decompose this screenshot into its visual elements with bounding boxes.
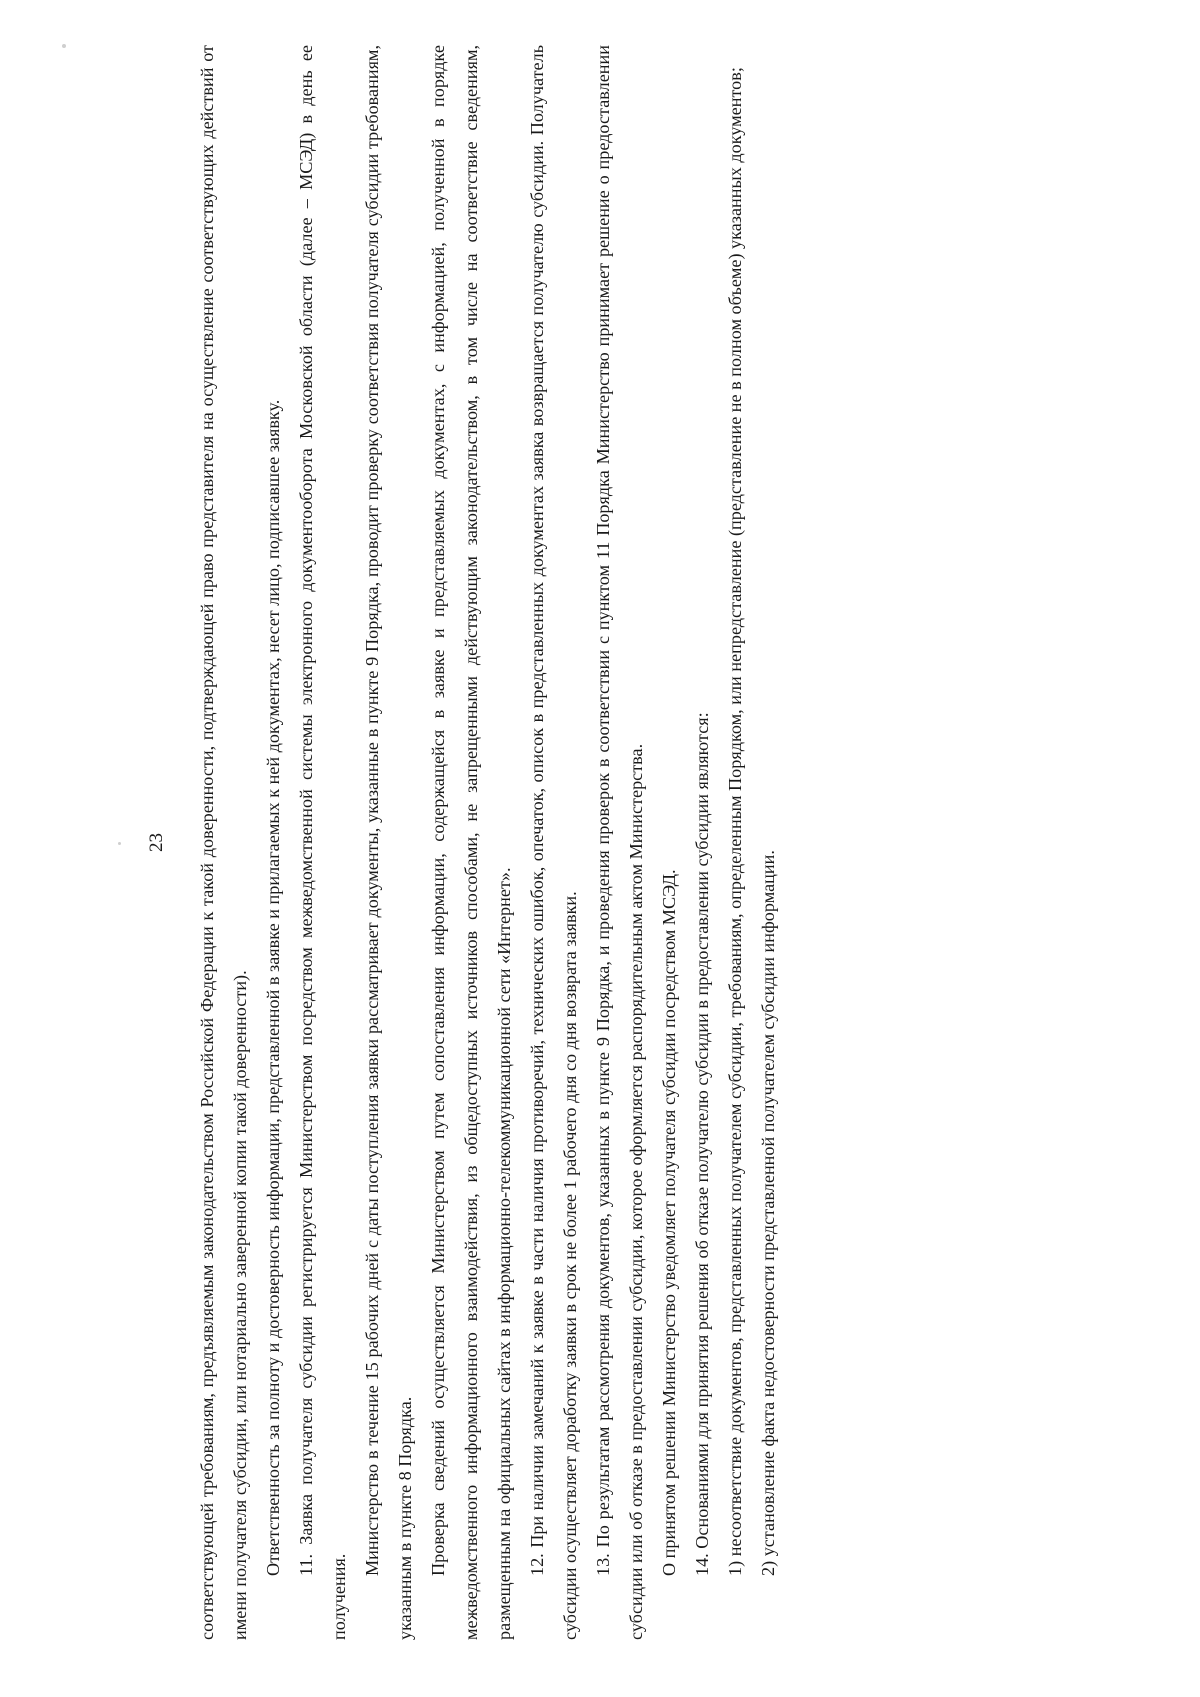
- paragraph-14-grounds: 14. Основаниями для принятия решения об отказе получателю субсидии в предоставлении субсидии являются:: [692, 712, 712, 1576]
- document-body: [191, 45, 785, 1640]
- paragraph-verification: Проверка сведений осуществляется Министерством путем сопоставления информации, содержащейся в заявке и представляемых документах, с информацией, полученной в порядке межведомственного информационного взаимодействия, из общедоступных источников способами, не запрещенными действующим законодательством, в том числе на соответствие сведениям, размещенным на официальных сайтах в информационно-телекоммуникационной сети «Интернет».: [428, 45, 514, 1640]
- paragraph-12-remarks: 12. При наличии замечаний к заявке в части наличия противоречий, технических ошибок, опечаток, описок в представленных документах заявка возвращается получателю субсидии. Получатель субсидии осуществляет доработку заявки в срок не более 1 рабочего дня со дня возврата заявки.: [527, 45, 580, 1640]
- paragraph-continuation: соответствующей требованиям, предъявляемым законодательством Российской Федерации к такой доверенности, подтверждающей право представителя на осуществление соответствующих действий от имени получателя субсидии, или нотариально заверенной копии такой доверенности).: [197, 45, 250, 1640]
- page-number: 23: [146, 833, 167, 852]
- list-item-1: 1) несоответствие документов, представленных получателем субсидии, требованиям, определенным Порядком, или непредставление (представление не в полном объеме) указанных документов;: [725, 67, 745, 1576]
- rotated-content: [145, 45, 1095, 1640]
- paragraph-11-registration: 11. Заявка получателя субсидии регистрируется Министерством посредством межведомственной системы электронного документооборота Московской области (далее – МСЭД) в день ее получения.: [296, 45, 349, 1640]
- list-item-2: 2) установление факта недостоверности представленной получателем субсидии информации.: [758, 850, 778, 1576]
- paragraph-notification: О принятом решении Министерство уведомляет получателя субсидии посредством МСЭД.: [659, 869, 679, 1576]
- scan-speck: [118, 842, 121, 845]
- paragraph-13-decision: 13. По результатам рассмотрения документов, указанных в пункте 9 Порядка, и проведения проверок в соответствии с пунктом 11 Порядка Министерство принимает решение о предоставлении субсидии или об отказе в предоставлении субсидии, которое оформляется распорядительным актом Министерства.: [593, 45, 646, 1640]
- scan-speck: [62, 44, 66, 48]
- paragraph-review-period: Министерство в течение 15 рабочих дней с даты поступления заявки рассматривает документы, указанные в пункте 9 Порядка, проводит проверку соответствия получателя субсидии требованиям, указанным в пункте 8 Порядка.: [362, 45, 415, 1640]
- paragraph-responsibility: Ответственность за полноту и достоверность информации, представленной в заявке и прилагаемых к ней документах, несет лицо, подписавшее заявку.: [263, 399, 283, 1576]
